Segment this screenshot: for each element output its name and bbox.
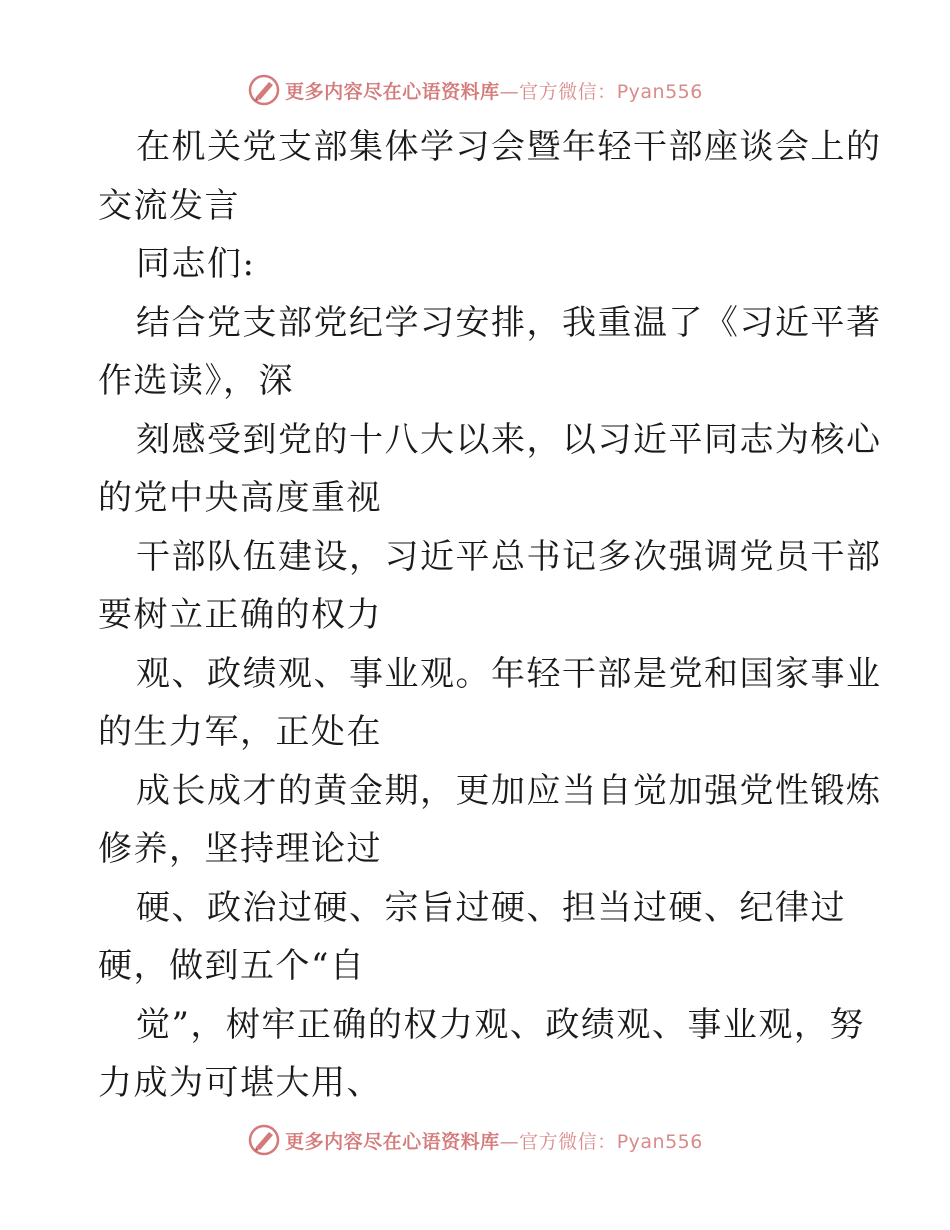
watermark-dash: — (499, 80, 520, 103)
watermark-id: Pyan556 (616, 1130, 703, 1153)
footer-watermark (0, 1122, 950, 1158)
text-line: 干部队伍建设，习近平总书记多次强调党员干部 (136, 536, 882, 577)
text-line: 成长成才的黄金期，更加应当自觉加强党性锻炼 (136, 770, 882, 811)
watermark-sub: 官方微信： (519, 1130, 617, 1153)
header-watermark (0, 72, 950, 108)
text-line: 作选读》，深 (98, 361, 294, 401)
watermark-text (285, 1127, 703, 1154)
text-line: 硬、政治过硬、宗旨过硬、担当过硬、纪律过 (136, 887, 846, 928)
pen-logo-icon (247, 1123, 281, 1157)
text-line: 交流发言 (98, 185, 240, 226)
watermark-main: 更多内容尽在心语资料库 (285, 1130, 500, 1153)
text-line: 同志们: (136, 244, 256, 284)
text-line: 结合党支部党纪学习安排，我重温了《习近平著 (136, 302, 882, 343)
document-body (98, 118, 882, 1113)
watermark-id: Pyan556 (616, 80, 703, 103)
watermark-sub: 官方微信： (519, 80, 617, 103)
watermark-dash: — (499, 1130, 520, 1153)
text-line: 刻感受到党的十八大以来，以习近平同志为核心 (136, 419, 882, 460)
watermark-text (285, 77, 703, 104)
text-line: 觉”，树牢正确的权力观、政绩观、事业观，努 (136, 1004, 865, 1045)
text-line: 的生力军，正处在 (98, 712, 382, 752)
text-line: 修养，坚持理论过 (98, 829, 382, 869)
text-line: 硬，做到五个“自 (98, 946, 366, 986)
text-line: 力成为可堪大用、 (98, 1063, 382, 1103)
text-line: 观、政绩观、事业观。年轻干部是党和国家事业 (136, 653, 882, 694)
text-line: 要树立正确的权力 (98, 595, 382, 635)
pen-logo-icon (247, 73, 281, 107)
text-line: 的党中央高度重视 (98, 478, 382, 518)
watermark-main: 更多内容尽在心语资料库 (285, 80, 500, 103)
text-line: 在机关党支部集体学习会暨年轻干部座谈会上的 (136, 127, 882, 167)
